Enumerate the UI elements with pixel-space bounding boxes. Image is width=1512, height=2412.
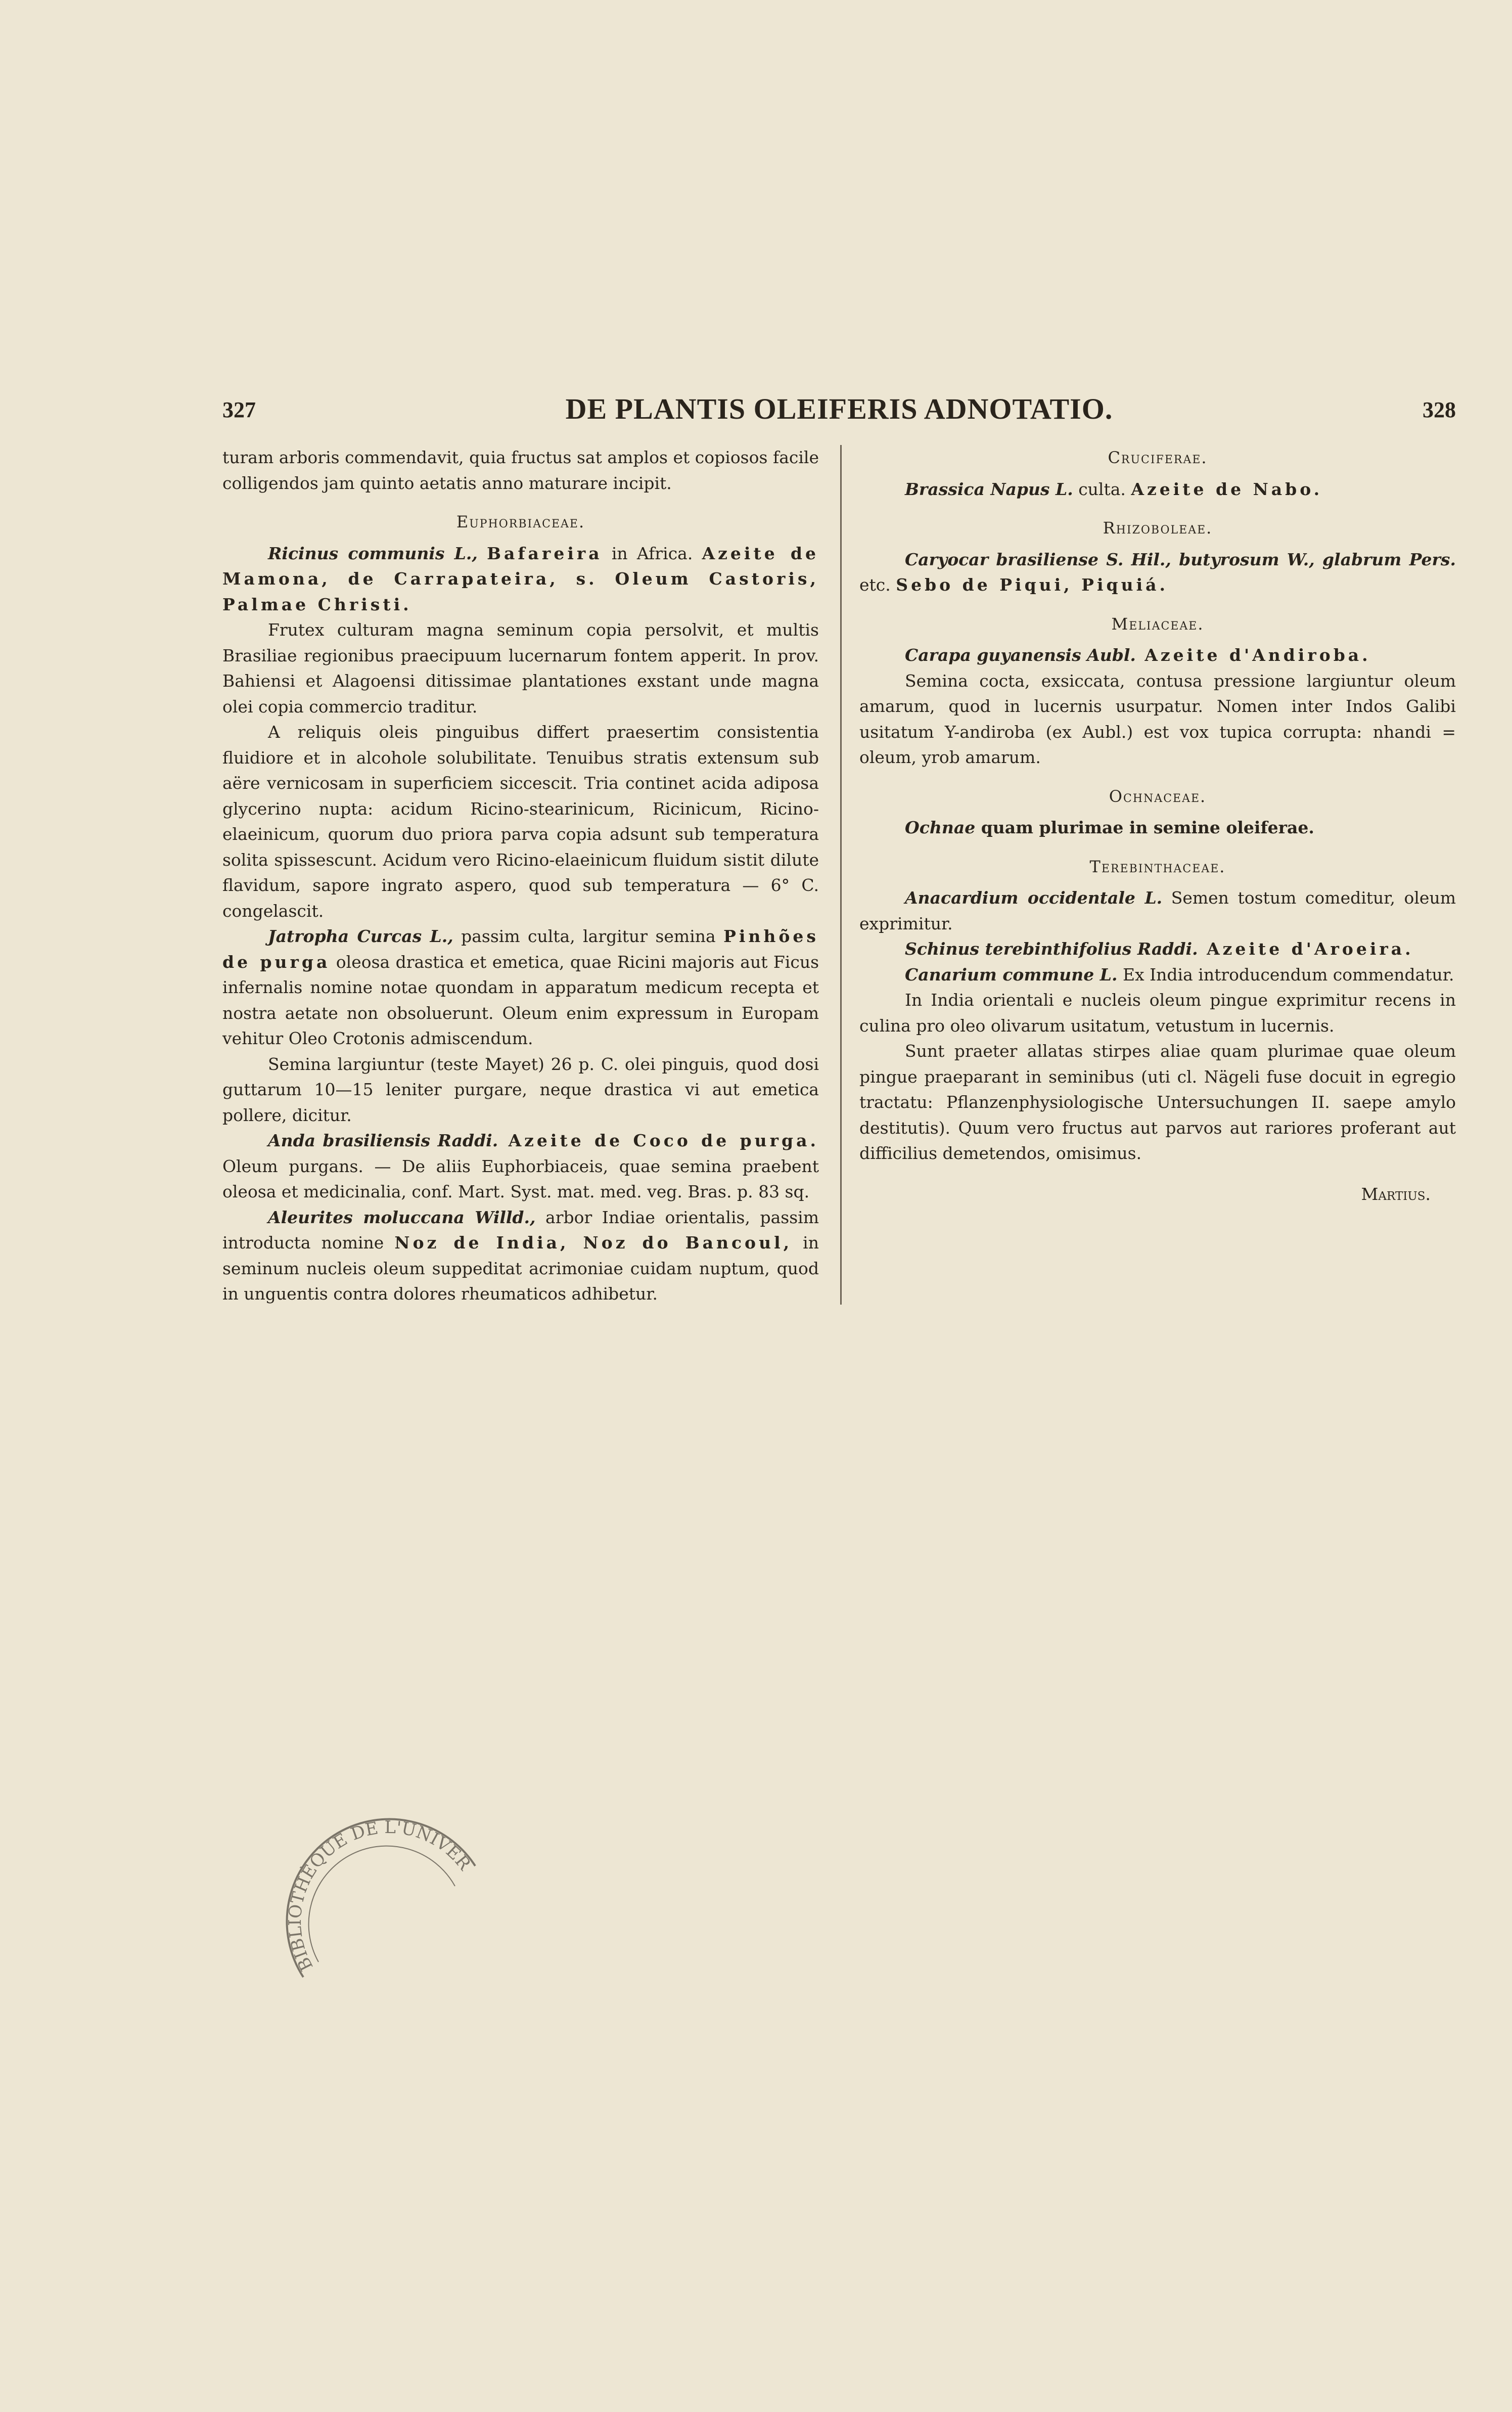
paragraph-carapa: Semina cocta, exsiccata, contusa pressione largiuntur oleum amarum, quod in lucernis usurpatur. Nomen inter Indos Galibi usitatum Y-andiroba (ex Aubl.) est vox tupica corrupta: nhandi = oleum, yrob amarum.: [859, 671, 1456, 767]
section-heading-euphorbiaceae: Euphorbiaceae.: [456, 512, 585, 531]
library-stamp: [283, 1815, 495, 2007]
species-name: Ricinus communis L.,: [268, 543, 478, 563]
species-name: Jatropha Curcas L.,: [268, 926, 453, 946]
section-heading-rhizoboleae: Rhizoboleae.: [1103, 518, 1213, 538]
svg-text:BIBLIOTHÈQUE DE L'UNIVERSITÉ T: [283, 1815, 475, 1974]
vernacular-name: Azeite d'Andiroba.: [1135, 645, 1371, 665]
page-number-left: 327: [222, 397, 256, 422]
species-name: Aleurites moluccana Willd.,: [268, 1207, 536, 1227]
vernacular-name: Noz de India, Noz do Bancoul,: [394, 1233, 793, 1253]
entry-text: in seminum nucleis oleum suppeditat acrimoniae cuidam nuptum, quod in unguentis contra dolores rheumaticos adhibetur.: [222, 1233, 819, 1304]
paragraph-sunt: Sunt praeter allatas stirpes aliae quam plurimae quae oleum pingue praeparant in seminibus (uti cl. Nägeli fuse docuit in egregio tractatu: Pflanzenphysiologische Untersuchungen II. saepe amylo destitutis). Quum vero fructus aut parvos aut rariores proferant aut difficilius demetendos, omisimus.: [859, 1041, 1456, 1163]
author-signature: Martius.: [1361, 1184, 1431, 1204]
vernacular-name: Sebo de Piqui, Piquiá.: [896, 575, 1168, 595]
entry-anacardium: [859, 885, 1456, 936]
running-header: [222, 392, 1456, 432]
section-heading-cruciferae: Cruciferae.: [1108, 448, 1208, 467]
paragraph-reliquis: A reliquis oleis pinguibus differt praesertim consistentia fluidiore et in alcohole solubilitate. Tenuibus stratis extensum sub aëre vernicosam in superficiem siccescit. Tria continet acida adiposa glycerino nupta: acidum Ricino-stearinicum, Ricinicum, Ricino-elaeinicum, quorum duo priora parva copia adsunt sub temperatura solita spissescunt. Acidum vero Ricino-elaeinicum fluidum sistit dilute flavidum, sapore ingrato aspero, quod sub temperatura — 6° C. congelascit.: [222, 722, 819, 921]
entry-ricinus: [222, 541, 819, 618]
entry-text: Oleum purgans. — De aliis Euphorbiaceis, quae semina praebent oleosa et medicinalia, conf. Mart. Syst. mat. med. veg. Bras. p. 83 sq.: [222, 1156, 819, 1201]
column-divider: [840, 445, 842, 1305]
vernacular-name: Azeite de Mamona, de Carrapateira, s. Oleum Castoris, Palmae Christi.: [222, 543, 819, 614]
vernacular-name: Azeite de Coco de purga.: [498, 1131, 819, 1150]
vernacular-name: Azeite de Nabo.: [1131, 479, 1323, 499]
entry-text: Semen tostum comeditur, oleum exprimitur.: [859, 888, 1456, 933]
species-name: Ochnae: [905, 818, 976, 837]
paragraph-semina: Semina largiuntur (teste Mayet) 26 p. C. olei pinguis, quod dosi guttarum 10—15 leniter purgare, neque drastica vi aut emetica pollere, dicitur.: [222, 1054, 819, 1125]
entry-text: etc.: [859, 575, 896, 595]
species-name: Caryocar brasiliense S. Hil., butyrosum W., glabrum Pers.: [905, 549, 1456, 569]
entry-schinus: [859, 936, 1456, 962]
page-number-right: 328: [1423, 397, 1456, 422]
section-heading-ochnaceae: Ochnaceae.: [1109, 786, 1207, 806]
paragraph-frutex: Frutex culturam magna seminum copia persolvit, et multis Brasiliae regionibus praecipuum lucernarum fontem apperit. In prov. Bahiensi et Alagoensi ditissimae plantationes exstant unde magna olei copia commercio traditur.: [222, 620, 819, 717]
left-column: [222, 445, 819, 1307]
species-name: Anda brasiliensis Raddi.: [268, 1131, 498, 1150]
species-name: Brassica Napus L.: [905, 479, 1073, 499]
entry-aleurites: [222, 1205, 819, 1307]
section-heading-terebinthaceae: Terebinthaceae.: [1089, 857, 1226, 876]
paragraph-india: In India orientali e nucleis oleum pingue exprimitur recens in culina pro oleo olivarum usitatum, vetustum in lucernis.: [859, 990, 1456, 1036]
entry-text: oleosa drastica et emetica, quae Ricini majoris aut Ficus infernalis nomine notae quondam in apparatum medicum recepta et nostra aetate non obsoluerunt. Oleum enim expressum in Europam vehitur Oleo Crotonis admiscendum.: [222, 952, 819, 1048]
entry-ochnae: [859, 815, 1456, 841]
vernacular-name: Bafareira: [487, 543, 603, 563]
right-column: [859, 445, 1456, 1207]
vernacular-name: Pinhões de purga: [222, 926, 819, 972]
entry-text: quam plurimae in semine oleiferae.: [975, 818, 1314, 837]
stamp-icon: [283, 1815, 495, 2007]
species-name: Anacardium occidentale L.: [905, 888, 1163, 908]
running-title: DE PLANTIS OLEIFERIS ADNOTATIO.: [565, 392, 1113, 425]
entry-text: in Africa.: [602, 543, 702, 563]
entry-text: arbor Indiae orientalis, passim introducta nomine: [222, 1207, 819, 1253]
entry-text: culta.: [1073, 479, 1131, 499]
species-name: Canarium commune L.: [905, 964, 1118, 985]
species-name: Schinus terebinthifolius Raddi.: [905, 939, 1198, 959]
entry-brassica: [859, 477, 1456, 503]
entry-jatropha: [222, 924, 819, 1052]
vernacular-name: Azeite d'Aroeira.: [1198, 939, 1414, 959]
entry-text: Ex India introducendum commendatur.: [1117, 964, 1454, 985]
entry-text: passim culta, largitur semina: [453, 926, 724, 946]
stamp-text: BIBLIOTHÈQUE DE L'UNIVER: [285, 1817, 475, 1975]
paragraph-continued: turam arboris commendavit, quia fructus sat amplos et copiosos facile colligendos jam quinto aetatis anno maturare incipit.: [222, 448, 819, 493]
entry-canarium: [859, 962, 1456, 988]
section-heading-meliaceae: Meliaceae.: [1111, 614, 1204, 634]
species-name: Carapa guyanensis Aubl.: [905, 645, 1136, 665]
entry-anda: [222, 1128, 819, 1205]
entry-caryocar: [859, 547, 1456, 598]
entry-carapa: [859, 643, 1456, 668]
